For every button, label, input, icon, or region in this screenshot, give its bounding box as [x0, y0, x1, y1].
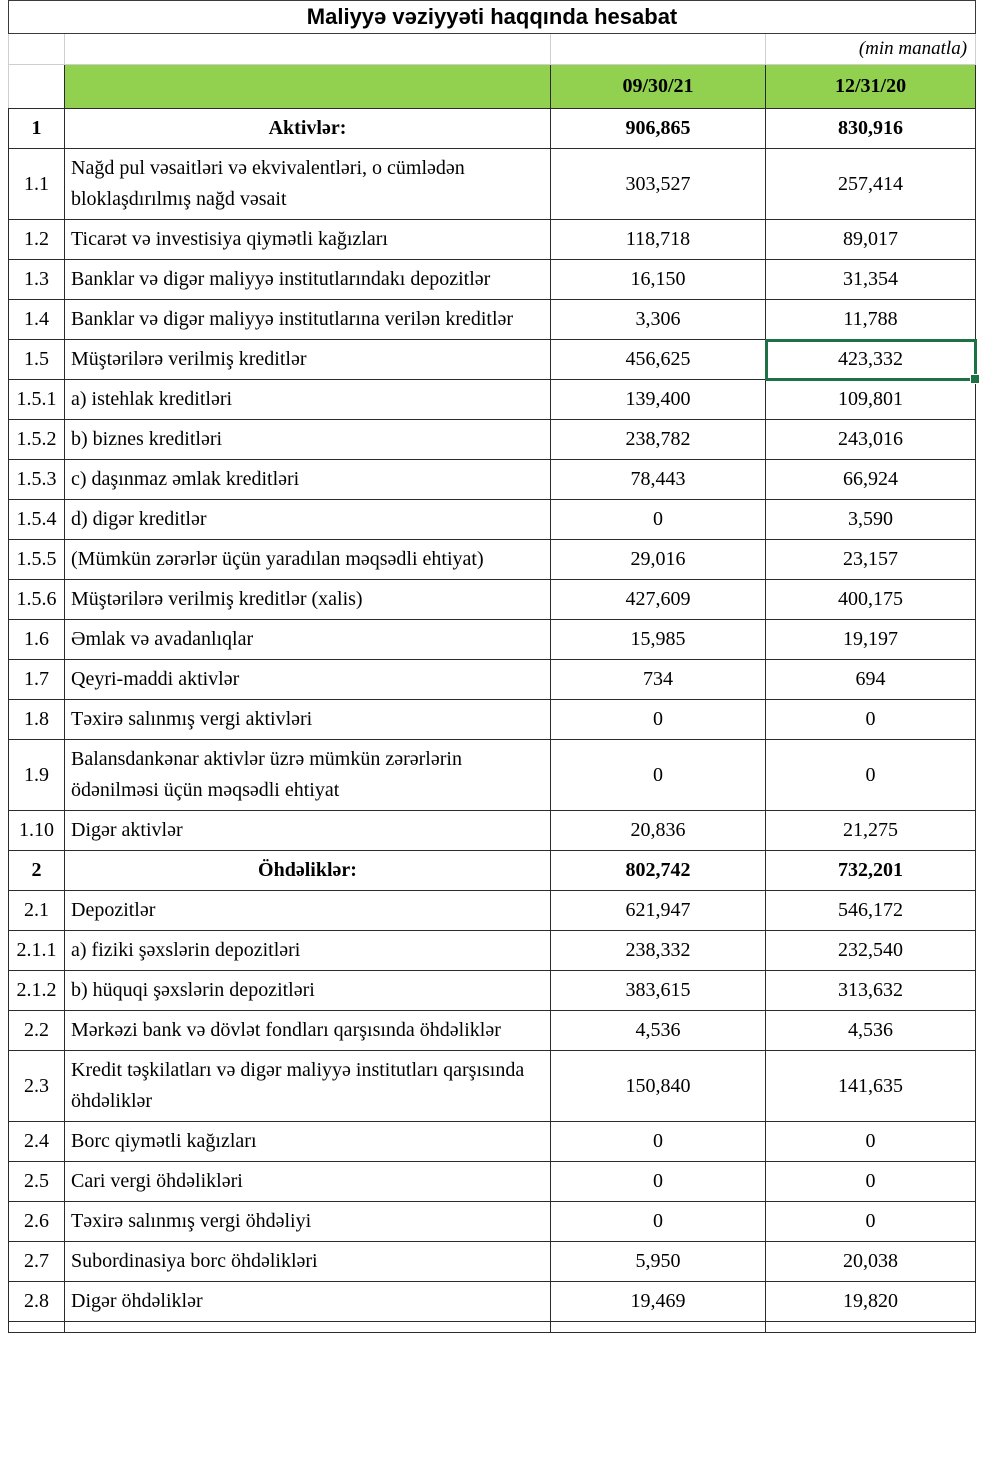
row-id-cell[interactable]: 1.5.2	[9, 420, 65, 460]
value-cell-date1[interactable]: 19,469	[551, 1282, 766, 1322]
table-row	[9, 540, 976, 580]
table-row	[9, 380, 976, 420]
value-cell-date1[interactable]: 0	[551, 500, 766, 540]
corner-header-cell[interactable]	[9, 65, 65, 109]
row-label-cell[interactable]: Cari vergi öhdəlikləri	[65, 1162, 551, 1202]
value-cell-date1[interactable]: 456,625	[551, 340, 766, 380]
row-label-cell[interactable]	[65, 1322, 551, 1333]
row-id-cell[interactable]: 1.9	[9, 740, 65, 811]
table-row	[9, 340, 976, 380]
row-id-cell[interactable]: 1.1	[9, 149, 65, 220]
table-row	[9, 1051, 976, 1122]
row-label-cell[interactable]: Depozitlər	[65, 891, 551, 931]
row-id-cell[interactable]: 2.5	[9, 1162, 65, 1202]
value-cell-date2[interactable]: 694	[766, 660, 976, 700]
row-label-cell[interactable]: Digər aktivlər	[65, 811, 551, 851]
row-label-cell[interactable]: Qeyri-maddi aktivlər	[65, 660, 551, 700]
value-cell-date1[interactable]: 621,947	[551, 891, 766, 931]
row-label-cell[interactable]: (Mümkün zərərlər üçün yaradılan məqsədli ehtiyat)	[65, 540, 551, 580]
value-cell-date2[interactable]: 31,354	[766, 260, 976, 300]
row-label-cell[interactable]: Təxirə salınmış vergi aktivləri	[65, 700, 551, 740]
value-cell-date1[interactable]: 4,536	[551, 1011, 766, 1051]
row-label-cell[interactable]: Müştərilərə verilmiş kreditlər	[65, 340, 551, 380]
value-cell-date1[interactable]: 139,400	[551, 380, 766, 420]
row-label-cell[interactable]: c) daşınmaz əmlak kreditləri	[65, 460, 551, 500]
row-id-cell[interactable]: 2.2	[9, 1011, 65, 1051]
row-id-cell[interactable]: 1.10	[9, 811, 65, 851]
row-id-cell[interactable]: 2.1	[9, 891, 65, 931]
value-cell-date1[interactable]: 383,615	[551, 971, 766, 1011]
value-cell-date2[interactable]: 0	[766, 1202, 976, 1242]
table-row	[9, 700, 976, 740]
row-id-cell[interactable]: 1.5.3	[9, 460, 65, 500]
value-cell-date1[interactable]: 20,836	[551, 811, 766, 851]
row-label-cell[interactable]: a) fiziki şəxslərin depozitləri	[65, 931, 551, 971]
value-cell-date2[interactable]: 89,017	[766, 220, 976, 260]
value-cell-date2[interactable]: 400,175	[766, 580, 976, 620]
value-cell-date2[interactable]: 21,275	[766, 811, 976, 851]
row-id-cell[interactable]: 2.7	[9, 1242, 65, 1282]
value-cell-date1[interactable]: 734	[551, 660, 766, 700]
row-label-cell[interactable]: Digər öhdəliklər	[65, 1282, 551, 1322]
row-id-cell[interactable]: 2.8	[9, 1282, 65, 1322]
report-title: Maliyyə vəziyyəti haqqında hesabat	[9, 1, 976, 34]
row-id-cell[interactable]: 1.5.1	[9, 380, 65, 420]
row-id-cell[interactable]: 2.6	[9, 1202, 65, 1242]
value-cell-date2[interactable]: 19,820	[766, 1282, 976, 1322]
value-cell-date2[interactable]: 423,332	[766, 340, 976, 380]
table-row	[9, 1122, 976, 1162]
table-row	[9, 811, 976, 851]
row-id-cell[interactable]: 1.5.6	[9, 580, 65, 620]
value-cell-date1[interactable]: 150,840	[551, 1051, 766, 1122]
row-id-cell[interactable]: 2.1.1	[9, 931, 65, 971]
row-id-cell[interactable]: 1.5.4	[9, 500, 65, 540]
table-row	[9, 740, 976, 811]
table-row	[9, 1202, 976, 1242]
row-label-cell[interactable]: Əmlak və avadanlıqlar	[65, 620, 551, 660]
value-cell-date2[interactable]: 109,801	[766, 380, 976, 420]
unit-note: (min manatla)	[766, 34, 976, 65]
value-cell-date1[interactable]: 5,950	[551, 1242, 766, 1282]
row-id-cell[interactable]: 1.5.5	[9, 540, 65, 580]
value-cell-date1[interactable]: 906,865	[551, 109, 766, 149]
row-label-cell[interactable]: Mərkəzi bank və dövlət fondları qarşısında öhdəliklər	[65, 1011, 551, 1051]
table-row	[9, 420, 976, 460]
table-row	[9, 109, 976, 149]
table-row	[9, 1282, 976, 1322]
value-cell-date1[interactable]: 118,718	[551, 220, 766, 260]
value-cell-date1[interactable]: 0	[551, 740, 766, 811]
value-cell-date2[interactable]: 66,924	[766, 460, 976, 500]
value-cell-date2[interactable]: 4,536	[766, 1011, 976, 1051]
row-id-cell[interactable]: 1.2	[9, 220, 65, 260]
value-cell-date2[interactable]: 243,016	[766, 420, 976, 460]
value-cell-date2[interactable]: 830,916	[766, 109, 976, 149]
value-cell-date1[interactable]: 0	[551, 1202, 766, 1242]
row-label-cell[interactable]: Aktivlər:	[65, 109, 551, 149]
row-id-cell[interactable]: 1.4	[9, 300, 65, 340]
value-cell-date2[interactable]: 19,197	[766, 620, 976, 660]
row-id-cell[interactable]: 1.5	[9, 340, 65, 380]
table-row	[9, 620, 976, 660]
table-row	[9, 580, 976, 620]
row-label-cell[interactable]: d) digər kreditlər	[65, 500, 551, 540]
table-row	[9, 1322, 976, 1333]
title-row	[9, 1, 976, 34]
row-label-cell[interactable]: Subordinasiya borc öhdəlikləri	[65, 1242, 551, 1282]
value-cell-date2[interactable]: 141,635	[766, 1051, 976, 1122]
value-cell-date2[interactable]	[766, 1322, 976, 1333]
value-cell-date2[interactable]: 0	[766, 1162, 976, 1202]
row-label-cell[interactable]: a) istehlak kreditləri	[65, 380, 551, 420]
row-id-cell[interactable]: 1.7	[9, 660, 65, 700]
date-header-1[interactable]: 09/30/21	[551, 65, 766, 109]
table-row	[9, 851, 976, 891]
value-cell-date2[interactable]: 11,788	[766, 300, 976, 340]
table-body	[9, 109, 976, 1333]
value-cell-date1[interactable]: 303,527	[551, 149, 766, 220]
row-id-cell[interactable]: 1.8	[9, 700, 65, 740]
table-row	[9, 660, 976, 700]
table-row	[9, 1011, 976, 1051]
value-cell-date1[interactable]: 238,332	[551, 931, 766, 971]
row-label-cell[interactable]: Banklar və digər maliyyə institutlarındakı depozitlər	[65, 260, 551, 300]
table-row	[9, 1242, 976, 1282]
table-row	[9, 891, 976, 931]
row-label-cell[interactable]: Balansdankənar aktivlər üzrə mümkün zərərlərin ödənilməsi üçün məqsədli ehtiyat	[65, 740, 551, 811]
value-cell-date1[interactable]: 427,609	[551, 580, 766, 620]
row-label-cell[interactable]: b) biznes kreditləri	[65, 420, 551, 460]
table-row	[9, 260, 976, 300]
value-cell-date2[interactable]: 0	[766, 700, 976, 740]
value-cell-date1[interactable]: 15,985	[551, 620, 766, 660]
row-id-cell[interactable]: 2	[9, 851, 65, 891]
value-cell-date2[interactable]: 0	[766, 1122, 976, 1162]
row-label-cell[interactable]: Ticarət və investisiya qiymətli kağızları	[65, 220, 551, 260]
row-label-cell[interactable]: Kredit təşkilatları və digər maliyyə institutları qarşısında öhdəliklər	[65, 1051, 551, 1122]
row-id-cell[interactable]: 2.1.2	[9, 971, 65, 1011]
value-cell-date2[interactable]: 257,414	[766, 149, 976, 220]
row-id-cell[interactable]: 2.3	[9, 1051, 65, 1122]
value-cell-date2[interactable]: 20,038	[766, 1242, 976, 1282]
row-label-cell[interactable]: Öhdəliklər:	[65, 851, 551, 891]
value-cell-date2[interactable]: 23,157	[766, 540, 976, 580]
table-row	[9, 931, 976, 971]
value-cell-date1[interactable]: 238,782	[551, 420, 766, 460]
table-row	[9, 1162, 976, 1202]
empty-cell[interactable]	[65, 34, 551, 65]
table-row	[9, 300, 976, 340]
row-label-cell[interactable]: b) hüquqi şəxslərin depozitləri	[65, 971, 551, 1011]
row-label-cell[interactable]: Banklar və digər maliyyə institutlarına verilən kreditlər	[65, 300, 551, 340]
value-cell-date2[interactable]: 0	[766, 740, 976, 811]
empty-cell[interactable]	[551, 34, 766, 65]
value-cell-date1[interactable]	[551, 1322, 766, 1333]
table-row	[9, 500, 976, 540]
date-header-2[interactable]: 12/31/20	[766, 65, 976, 109]
table-row	[9, 971, 976, 1011]
value-cell-date1[interactable]: 802,742	[551, 851, 766, 891]
column-header-row	[9, 65, 976, 109]
row-label-cell[interactable]: Müştərilərə verilmiş kreditlər (xalis)	[65, 580, 551, 620]
row-id-cell[interactable]: 1	[9, 109, 65, 149]
value-cell-date1[interactable]: 3,306	[551, 300, 766, 340]
row-id-cell[interactable]	[9, 1322, 65, 1333]
value-cell-date1[interactable]: 0	[551, 1122, 766, 1162]
table-row	[9, 220, 976, 260]
row-label-cell[interactable]: Nağd pul vəsaitləri və ekvivalentləri, o cümlədən bloklaşdırılmış nağd vəsait	[65, 149, 551, 220]
row-label-cell[interactable]: Borc qiymətli kağızları	[65, 1122, 551, 1162]
row-id-cell[interactable]: 1.3	[9, 260, 65, 300]
financial-statement-table	[8, 0, 976, 1333]
table-row	[9, 149, 976, 220]
value-cell-date2[interactable]: 313,632	[766, 971, 976, 1011]
row-id-cell[interactable]: 1.6	[9, 620, 65, 660]
row-id-cell[interactable]: 2.4	[9, 1122, 65, 1162]
selection-fill-handle[interactable]	[970, 374, 980, 384]
description-header-cell[interactable]	[65, 65, 551, 109]
value-cell-date1[interactable]: 16,150	[551, 260, 766, 300]
unit-note-row	[9, 34, 976, 65]
value-cell-date1[interactable]: 29,016	[551, 540, 766, 580]
empty-cell[interactable]	[9, 34, 65, 65]
value-cell-date1[interactable]: 78,443	[551, 460, 766, 500]
value-cell-date1[interactable]: 0	[551, 1162, 766, 1202]
table-row	[9, 460, 976, 500]
value-cell-date1[interactable]: 0	[551, 700, 766, 740]
value-cell-date2[interactable]: 3,590	[766, 500, 976, 540]
value-cell-date2[interactable]: 232,540	[766, 931, 976, 971]
value-cell-date2[interactable]: 732,201	[766, 851, 976, 891]
row-label-cell[interactable]: Təxirə salınmış vergi öhdəliyi	[65, 1202, 551, 1242]
value-cell-date2[interactable]: 546,172	[766, 891, 976, 931]
